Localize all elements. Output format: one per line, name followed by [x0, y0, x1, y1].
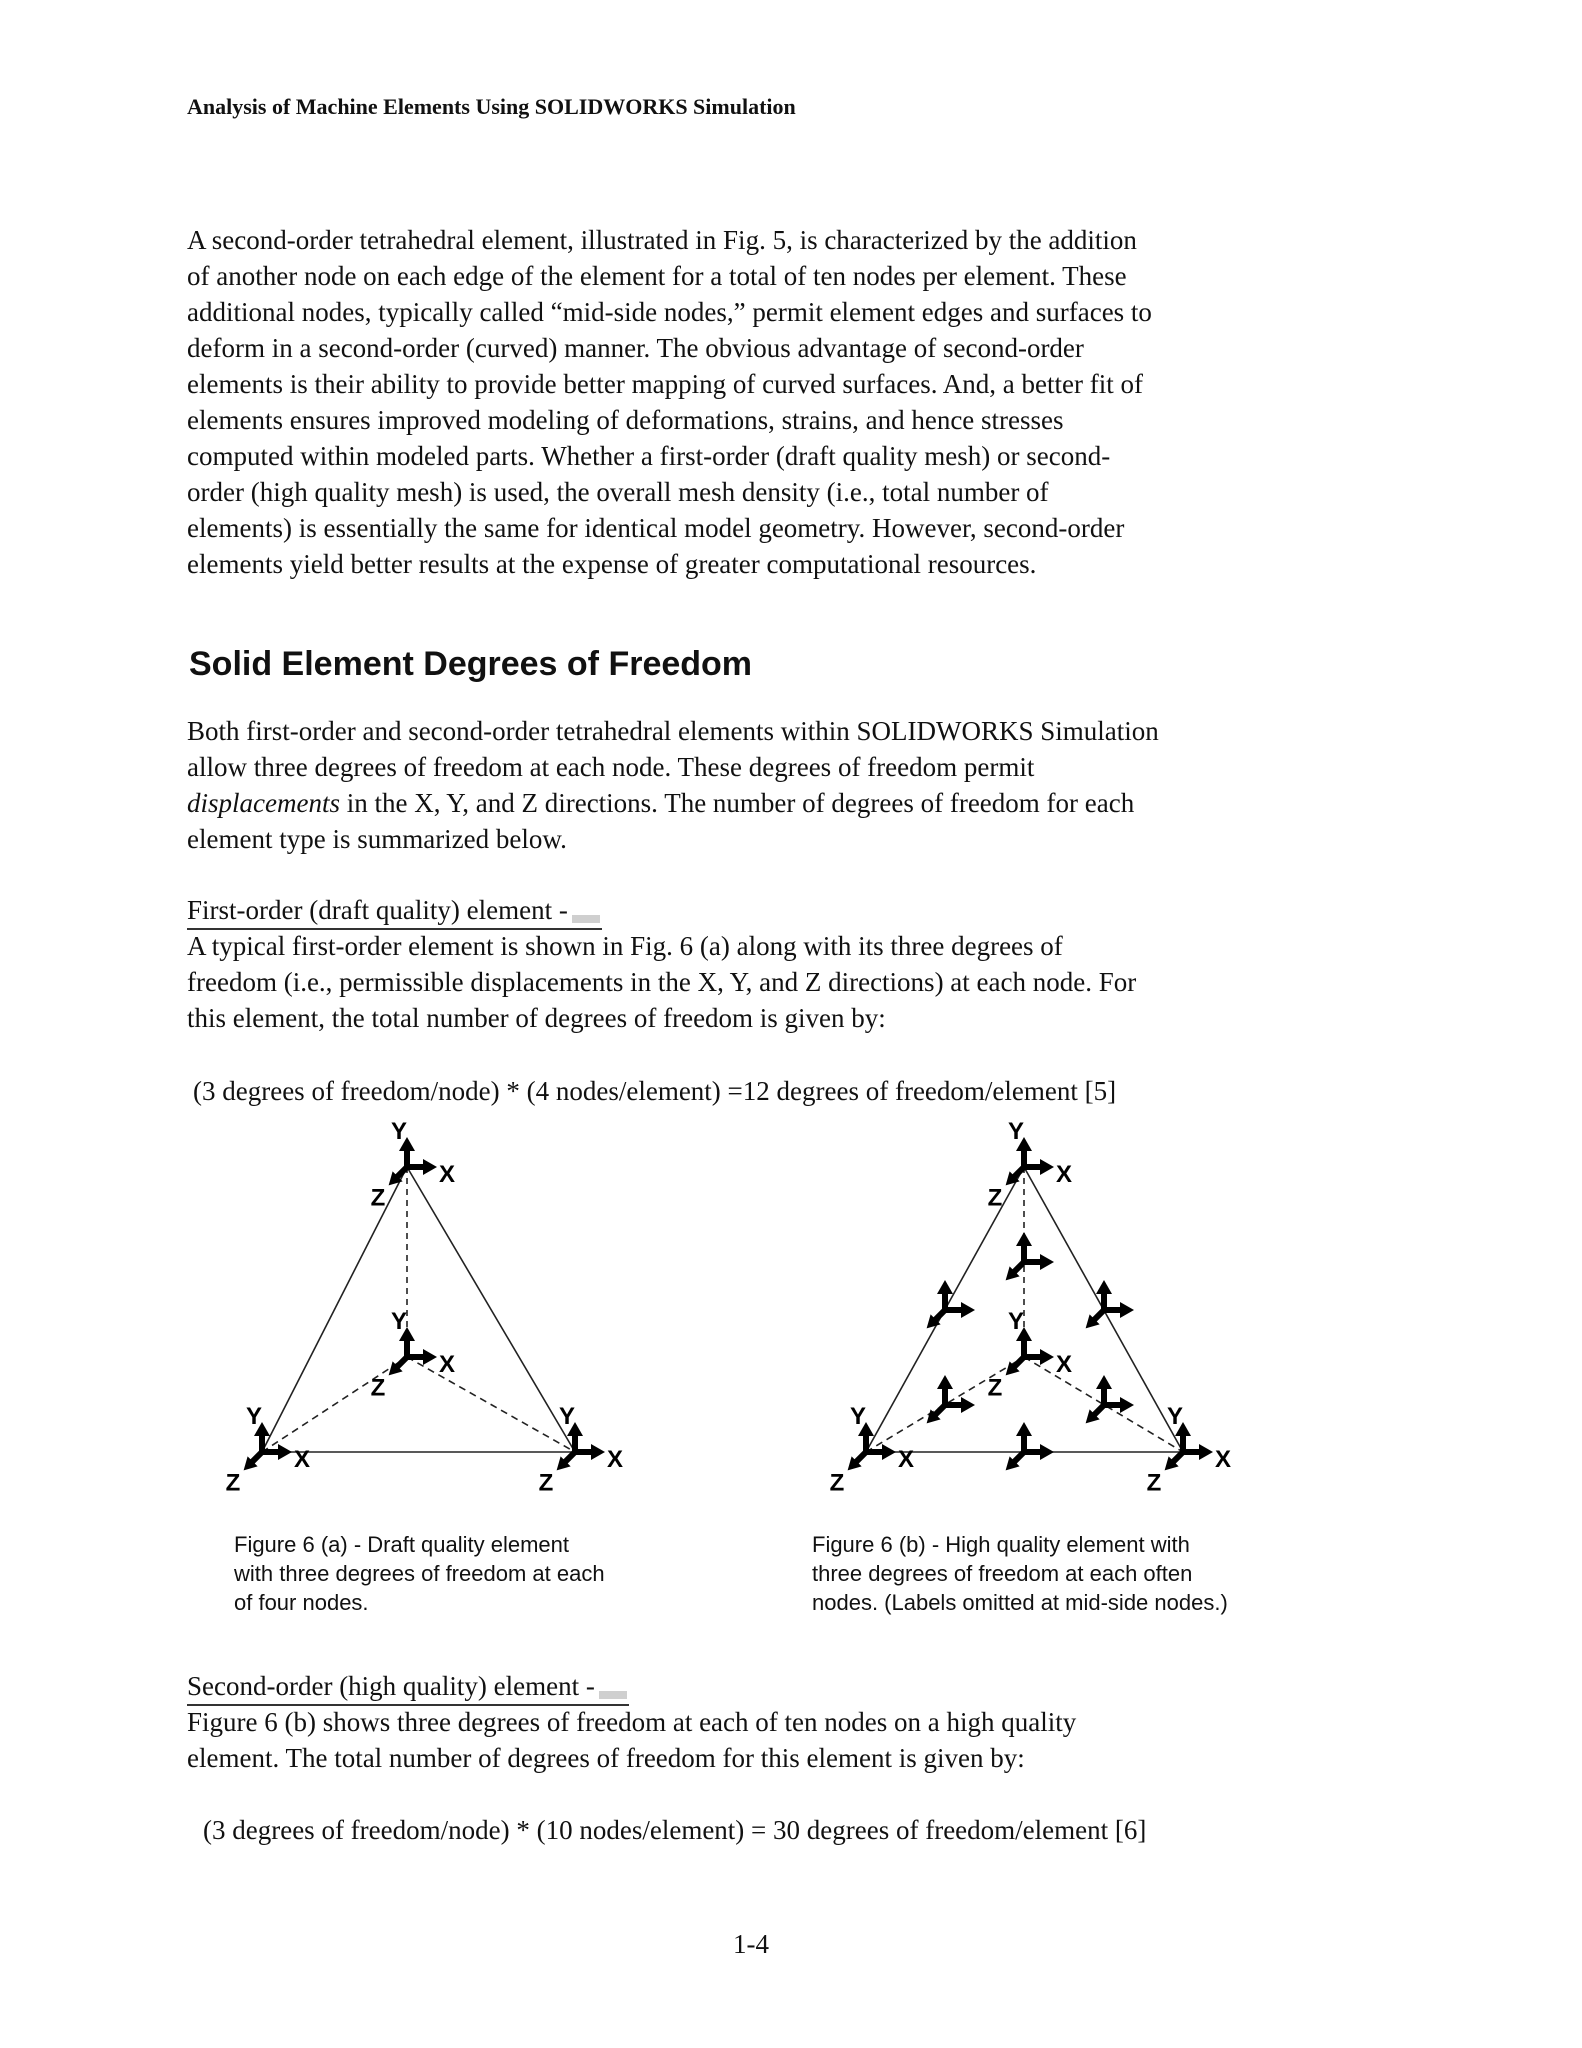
- intro-line: computed within modeled parts. Whether a first-order (draft quality mesh) or second-: [187, 441, 1111, 471]
- node-dof-triad: [927, 1375, 975, 1423]
- second-order-paragraph: [187, 1704, 1337, 1776]
- axis-label-x: X: [1215, 1446, 1232, 1473]
- node-dof-triad: [988, 1308, 1072, 1401]
- x-arrowhead: [591, 1444, 605, 1460]
- caption-line: Figure 6 (b) - High quality element with: [812, 1532, 1190, 1557]
- x-arrowhead: [1040, 1254, 1054, 1270]
- first-order-line: this element, the total number of degrees of freedom is given by:: [187, 1003, 886, 1033]
- first-order-paragraph: [187, 928, 1337, 1036]
- intro-line: elements yield better results at the expense of greater computational resources.: [187, 549, 1037, 579]
- figure-6a-caption: [234, 1530, 605, 1617]
- axis-label-y: Y: [850, 1403, 867, 1430]
- section-line: allow three degrees of freedom at each node. These degrees of freedom permit: [187, 752, 1035, 782]
- x-arrowhead: [278, 1444, 292, 1460]
- first-order-heading: First-order (draft quality) element -: [187, 892, 602, 930]
- hidden-edge-left: [262, 1357, 407, 1452]
- section-line: [187, 785, 1337, 821]
- axis-label-z: Z: [987, 1184, 1003, 1212]
- figure-6b-caption: [812, 1530, 1228, 1617]
- italic-term: displacements: [187, 788, 340, 818]
- caption-line: three degrees of freedom at each often: [812, 1561, 1193, 1586]
- intro-line: of another node on each edge of the element for a total of ten nodes per element. These: [187, 261, 1127, 291]
- first-order-line: freedom (i.e., permissible displacements in the X, Y, and Z directions) at each node. For: [187, 967, 1137, 997]
- axis-label-x: X: [439, 1351, 456, 1378]
- section-paragraph: [187, 713, 1337, 857]
- intro-line: order (high quality mesh) is used, the overall mesh density (i.e., total number of: [187, 477, 1049, 507]
- second-order-line: Figure 6 (b) shows three degrees of freedom at each of ten nodes on a high quality: [187, 1707, 1077, 1737]
- node-dof-triad: [988, 1118, 1072, 1211]
- caption-line: of four nodes.: [234, 1590, 369, 1615]
- caption-line: Figure 6 (a) - Draft quality element: [234, 1532, 570, 1557]
- section-heading: Solid Element Degrees of Freedom: [189, 645, 753, 683]
- axis-label-y: Y: [391, 1308, 408, 1335]
- x-arrowhead: [1040, 1444, 1054, 1460]
- axis-label-y: Y: [246, 1403, 263, 1430]
- figure-6a-diagram: [220, 1118, 640, 1525]
- x-arrowhead: [1120, 1302, 1134, 1318]
- x-arrowhead: [1199, 1444, 1213, 1460]
- node-dof-triad: [371, 1308, 455, 1401]
- tetra-edges: [262, 1167, 575, 1452]
- x-arrowhead: [1040, 1349, 1054, 1365]
- x-arrowhead: [961, 1397, 975, 1413]
- running-head: Analysis of Machine Elements Using SOLIDWORKS Simulation: [187, 94, 796, 119]
- hidden-edge-right: [407, 1357, 575, 1452]
- first-order-line: A typical first-order element is shown in Fig. 6 (a) along with its three degrees of: [187, 931, 1063, 961]
- intro-line: A second-order tetrahedral element, illustrated in Fig. 5, is characterized by the addition: [187, 225, 1137, 255]
- node-dof-triad: [1006, 1422, 1054, 1470]
- node-dof-triad: [1006, 1232, 1054, 1280]
- edge-top-right: [407, 1167, 575, 1452]
- section-line-rest: in the X, Y, and Z directions. The number of degrees of freedom for each: [339, 788, 1135, 818]
- equation-6: (3 degrees of freedom/node) * (10 nodes/element) = 30 degrees of freedom/element [6]: [203, 1815, 1147, 1845]
- node-dof-triad: [927, 1280, 975, 1328]
- axis-label-x: X: [607, 1446, 624, 1473]
- axis-label-x: X: [1056, 1161, 1073, 1188]
- axis-label-z: Z: [538, 1469, 554, 1497]
- tetra-edges: [866, 1167, 1183, 1452]
- axis-label-y: Y: [391, 1118, 408, 1145]
- intro-line: elements ensures improved modeling of deformations, strains, and hence stresses: [187, 405, 1064, 435]
- figure-6a-draft-element: [220, 1118, 640, 1525]
- x-arrowhead: [1040, 1159, 1054, 1175]
- axis-label-z: Z: [987, 1374, 1003, 1402]
- caption-line: nodes. (Labels omitted at mid-side nodes.): [812, 1590, 1228, 1615]
- axis-label-x: X: [439, 1161, 456, 1188]
- node-dof-triad: [1086, 1375, 1134, 1423]
- axis-label-z: Z: [1146, 1469, 1162, 1497]
- axis-label-z: Z: [370, 1374, 386, 1402]
- axis-label-x: X: [294, 1446, 311, 1473]
- y-arrowhead: [937, 1375, 953, 1389]
- section-line: element type is summarized below.: [187, 824, 567, 854]
- axis-label-y: Y: [1008, 1118, 1025, 1145]
- figure-6b-high-quality-element: [829, 1118, 1256, 1525]
- intro-line: deform in a second-order (curved) manner. The obvious advantage of second-order: [187, 333, 1084, 363]
- axis-label-z: Z: [829, 1469, 845, 1497]
- y-arrowhead: [937, 1280, 953, 1294]
- axis-label-x: X: [898, 1446, 915, 1473]
- axis-label-z: Z: [225, 1469, 241, 1497]
- x-arrowhead: [423, 1159, 437, 1175]
- y-arrowhead: [1096, 1375, 1112, 1389]
- y-arrowhead: [1096, 1280, 1112, 1294]
- caption-line: with three degrees of freedom at each: [234, 1561, 605, 1586]
- node-dof-triad: [226, 1403, 310, 1496]
- intro-line: elements) is essentially the same for identical model geometry. However, second-order: [187, 513, 1125, 543]
- x-arrowhead: [882, 1444, 896, 1460]
- second-order-heading: Second-order (high quality) element -: [187, 1668, 629, 1706]
- node-dof-triad: [830, 1403, 914, 1496]
- node-dof-triad: [539, 1403, 623, 1496]
- axis-label-z: Z: [370, 1184, 386, 1212]
- y-arrowhead: [1016, 1422, 1032, 1436]
- x-arrowhead: [423, 1349, 437, 1365]
- section-line: Both first-order and second-order tetrahedral elements within SOLIDWORKS Simulation: [187, 716, 1159, 746]
- axis-label-x: X: [1056, 1351, 1073, 1378]
- node-dof-triad: [371, 1118, 455, 1211]
- page-number: 1-4: [733, 1929, 769, 1959]
- x-arrowhead: [1120, 1397, 1134, 1413]
- axis-label-y: Y: [1167, 1403, 1184, 1430]
- axis-label-y: Y: [1008, 1308, 1025, 1335]
- axis-label-y: Y: [559, 1403, 576, 1430]
- node-dof-triad: [1147, 1403, 1231, 1496]
- intro-paragraph: [187, 222, 1337, 582]
- y-arrowhead: [1016, 1232, 1032, 1246]
- intro-line: additional nodes, typically called “mid-side nodes,” permit element edges and surfaces to: [187, 297, 1152, 327]
- intro-line: elements is their ability to provide better mapping of curved surfaces. And, a better fit of: [187, 369, 1143, 399]
- second-order-line: element. The total number of degrees of freedom for this element is given by:: [187, 1743, 1025, 1773]
- x-arrowhead: [961, 1302, 975, 1318]
- figure-6b-diagram: [829, 1118, 1256, 1525]
- equation-5: (3 degrees of freedom/node) * (4 nodes/element) =12 degrees of freedom/element [5]: [193, 1076, 1117, 1106]
